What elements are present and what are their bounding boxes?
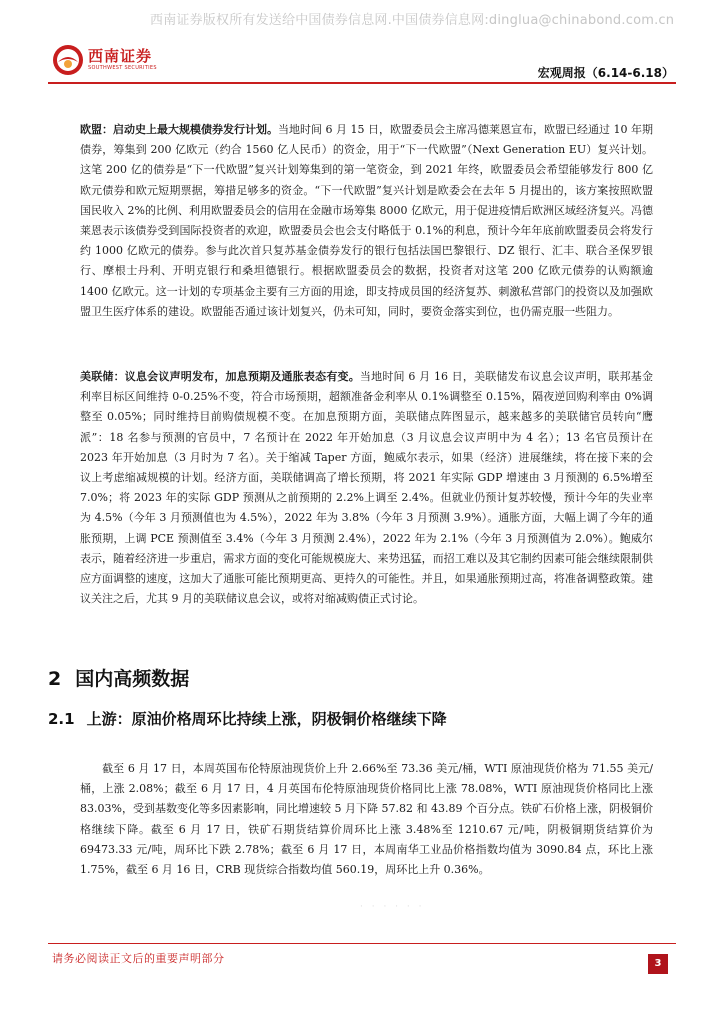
upstream-body: 截至 6 月 17 日，本周英国布伦特原油现货价上升 2.66%至 73.36 美元/桶，WTI 原油现货价格为 71.55 美元/桶，上涨 2.08%；截至 6 月 17 日，4 月英国布伦特原油现货价格同比上涨 78.08%，WTI 原油现货价格同比上涨 83.03%，受到基数变化等多因素影响，同比增速较 5 月下降 57.82 和 43.89 个百分点。铁矿石价格上涨，阴极铜价格继续下降。截至 6 月 17 日，铁矿石期货结算价周环比上涨 3.48%至 1210.67 元/吨，阴极铜期货结算价为 69473.33 元/吨，周环比下跌 2.78%；截至 6 月 17 日，本周南华工业品价格指数均值为 3090.84 点，环比上涨 1.75%，截至 6 月 16 日，CRB 现货综合指数均值 560.19，周环比上升 0.36%。 <box>80 762 653 877</box>
fed-paragraph <box>80 367 653 609</box>
page-number: 3 <box>648 954 668 974</box>
eu-body: 当地时间 6 月 15 日，欧盟委员会主席冯德莱恩宣布，欧盟已经通过 10 年期债券，筹集到 200 亿欧元（约合 1560 亿人民币）的资金，用于“下一代欧盟”（Next Generation EU）复兴计划。这笔 200 亿的债券是“下一代欧盟”复兴计划筹集到的第一笔资金，到 2021 年终，欧盟委员会希望能够发行 800 亿欧元债券和欧元短期票据，筹措足够多的资金。“下一代欧盟”复兴计划是欧委会在去年 5 月提出的，该方案按照欧盟国民收入 2%的比例、利用欧盟委员会的信用在金融市场筹集 8000 亿欧元，用于促进疫情后欧洲区域经济复兴。冯德莱恩表示该债券受到国际投资者的欢迎，欧盟委员会也会支付略低于 0.1%的利息，预计今年年底前欧盟委员会将发行约 1000 亿欧元的债券。参与此次首只复苏基金债券发行的银行包括法国巴黎银行、DZ 银行、汇丰、联合圣保罗银行、摩根士丹利、开明克银行和桑坦德银行。根据欧盟委员会的数据，投资者对这笔 200 亿欧元债券的认购额逾 1400 亿欧元。这一计划的专项基金主要有三方面的用途，即支持成员国的经济复苏、刺激私营部门的投资以及加强欧盟卫生医疗体系的建设。欧盟能否通过该计划复兴，仍未可知，同时，要资金落实到位，也仍需克服一些阻力。 <box>80 123 653 318</box>
section-title: 国内高频数据 <box>75 668 190 690</box>
subsection-number: 2.1 <box>48 710 75 728</box>
report-title: 宏观周报（6.14-6.18） <box>537 66 674 80</box>
section-number: 2 <box>48 668 62 690</box>
footer-disclaimer: 请务必阅读正文后的重要声明部分 <box>52 952 225 965</box>
watermark-text: 西南证券版权所有发送给中国债券信息网.中国债券信息网:dinglua@chinabond.com.cn <box>150 13 675 28</box>
fed-body: 当地时间 6 月 16 日，美联储发布议息会议声明，联邦基金利率目标区间维持 0-0.25%不变，符合市场预期，超额准备金利率从 0.1%调整至 0.15%，隔夜逆回购利率由 0%调整至 0.05%；同时维持目前购债规模不变。在加息预期方面，美联储点阵图显示，越来越多的美联储官员转向“鹰派”：18 名参与预测的官员中，7 名预计在 2022 年开始加息（3 月议息会议声明中为 4 名）；13 名官员预计在 2023 年开始加息（3 月时为 7 名）。关于缩减 Taper 方面，鲍威尔表示，如果（经济）进展继续，将在接下来的会议上考虑缩减规模的计划。经济方面，美联储调高了增长预期，将 2021 年实际 GDP 增速由 3 月预测的 6.5%增至 7.0%；将 2023 年的实际 GDP 预测从之前预期的 2.2%上调至 2.4%。但就业仍预计复苏较慢，预计今年的失业率为 4.5%（今年 3 月预测值也为 4.5%），2022 年为 3.8%（今年 3 月预测 3.9%）。通胀方面，大幅上调了今年的通胀预期，上调 PCE 预测值至 3.4%（今年 3 月预测 2.4%），2022 年为 2.1%（今年 3 月预测值为 2.0%）。鲍威尔表示，随着经济进一步重启，需求方面的变化可能规模庞大、来势迅猛，而招工难以及其它制约因素可能会继续限制供应方面调整的速度，这加大了通胀可能比预期更高、更持久的可能性。并且，如果通胀预期过高，将准备调整政策。建议关注之后，尤其 9 月的美联储议息会议，或将对缩减购债正式讨论。 <box>80 370 654 606</box>
header-divider <box>48 82 676 84</box>
brand-name-en: SOUTHWEST SECURITIES <box>88 65 157 71</box>
fed-lead: 美联储：议息会议声明发布，加息预期及通胀表态有变。 <box>80 370 360 383</box>
faint-mark: · · · · · · <box>360 902 425 912</box>
subsection-heading <box>48 708 447 729</box>
upstream-paragraph <box>80 759 653 880</box>
footer-divider <box>48 943 676 944</box>
brand-logo <box>52 44 157 76</box>
subsection-title: 上游：原油价格周环比持续上涨，阴极铜价格继续下降 <box>86 710 447 728</box>
logo-icon <box>52 44 84 76</box>
section-heading <box>48 664 189 691</box>
eu-paragraph <box>80 120 653 322</box>
eu-lead: 欧盟：启动史上最大规模债券发行计划。 <box>80 123 279 136</box>
brand-name-cn: 西南证券 <box>88 47 153 65</box>
